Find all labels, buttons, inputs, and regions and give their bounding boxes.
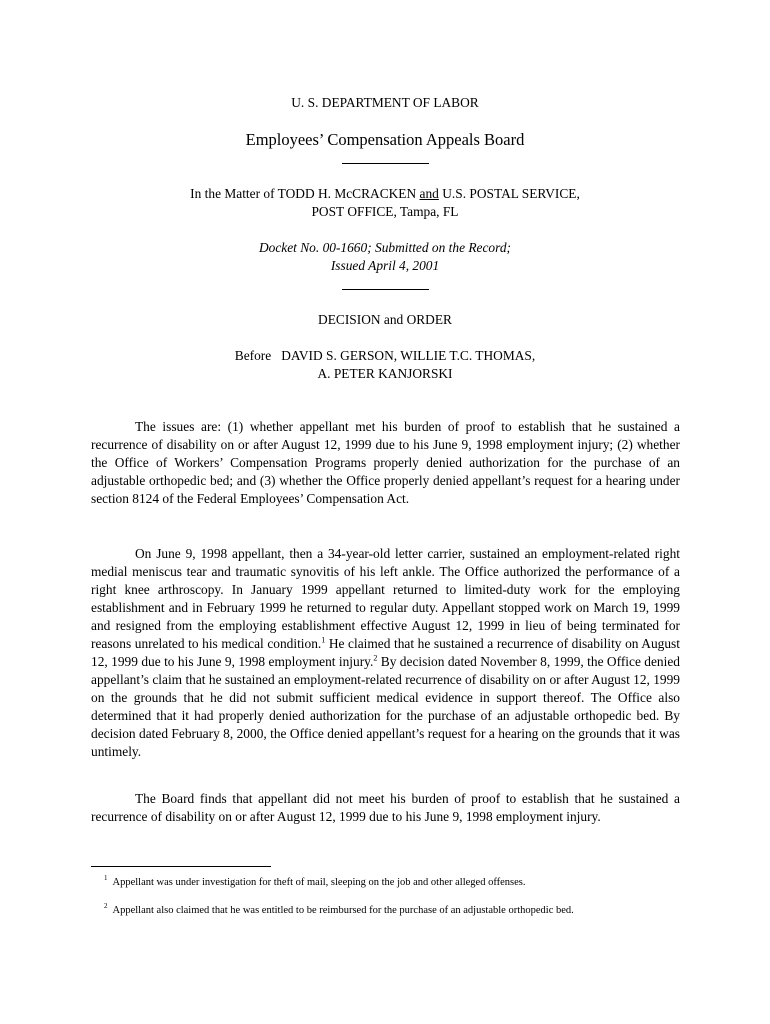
panel-line-1: Before DAVID S. GERSON, WILLIE T.C. THOMAS,: [234, 348, 536, 363]
docket-divider: [342, 289, 429, 290]
paragraph-findings: The Board finds that appellant did not meet his burden of proof to establish that he sustained a recurrence of disability on or after August 12, 1999 due to his June 9, 1998 employment injury.: [91, 791, 680, 824]
footnote-ref-2: 2: [373, 653, 378, 663]
matter-line-2: POST OFFICE, Tampa, FL: [311, 204, 459, 219]
title-divider: [342, 163, 429, 164]
footnote-2: $^2$ Appellant also claimed that he was entitled to be reimbursed for the purchase of an adjustable orthopedic bed.: [104, 901, 574, 916]
agency-heading: U. S. DEPARTMENT OF LABOR: [291, 95, 479, 110]
footnote-ref-1: 1: [321, 635, 326, 645]
docket-line-1: Docket No. 00-1660; Submitted on the Record;: [258, 240, 511, 255]
decision-title: DECISION and ORDER: [318, 312, 452, 327]
docket-line-2: Issued April 4, 2001: [330, 258, 440, 273]
matter-line-1: In the Matter of TODD H. McCRACKEN and U.S. POSTAL SERVICE,: [190, 186, 580, 201]
panel-line-2: A. PETER KANJORSKI: [317, 366, 453, 381]
paragraph-issues: The issues are: (1) whether appellant met his burden of proof to establish that he sustained a recurrence of disability on or after August 12, 1999 due to his June 9, 1998 employment injury; (2) whether the Office of Workers’ Compensation Programs properly denied authorization for the purchase of an adjustable orthopedic bed; and (3) whether the Office properly denied appellant’s request for a hearing under section 8124 of the Federal Employees’ Compensation Act.: [91, 419, 680, 506]
footnote-separator: [91, 866, 271, 867]
footnote-1: $^1$ Appellant was under investigation for theft of mail, sleeping on the job and other alleged offenses.: [104, 873, 526, 888]
paragraph-facts: On June 9, 1998 appellant, then a 34-year-old letter carrier, sustained an employment-related right medial meniscus tear and traumatic synovitis of his left ankle. The Office authorized the performance of a right knee arthroscopy. In January 1999 appellant returned to limited-duty work for the employing establishment and in February 1999 he returned to regular duty. Appellant stopped work on March 19, 1999 and resigned from the employing establishment effective August 12, 1999 in lieu of being terminated for reasons unrelated to his medical condition.$^1$ He claimed that he sustained a recurrence of disability on August 12, 1999 due to his June 9, 1998 employment injury.$^2$ By decision dated November 8, 1999, the Office denied appellant’s claim that he sustained an employment-related recurrence of disability on or after August 12, 1999 on the grounds that he did not submit sufficient medical evidence in support thereof. The Office also determined that it had properly denied authorization for the purchase of an adjustable orthopedic bed. By decision dated February 8, 2000, the Office denied appellant’s request for a hearing on the grounds that it was untimely.: [91, 546, 681, 759]
board-title: Employees’ Compensation Appeals Board: [245, 130, 525, 149]
